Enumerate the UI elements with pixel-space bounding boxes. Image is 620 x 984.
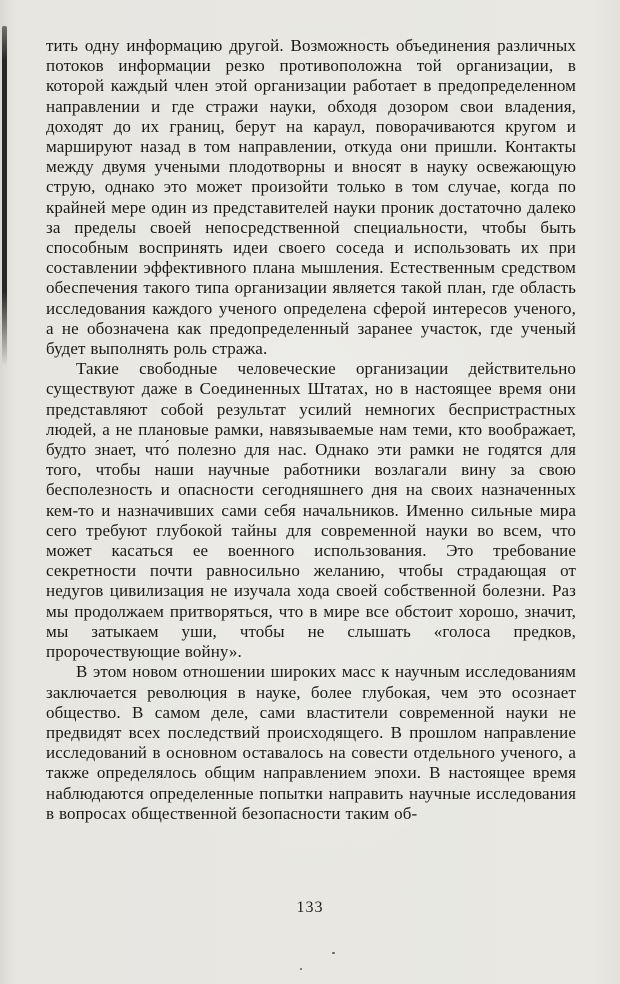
scan-noise-speck bbox=[300, 968, 302, 970]
page-text-block bbox=[46, 36, 576, 824]
scan-noise-speck bbox=[332, 952, 335, 954]
binding-shadow-artifact bbox=[2, 26, 7, 366]
paragraph-continuation: тить одну информацию другой. Возможность объединения различных потоков информации резко противоположна той организации, в которой каждый член этой организации работает в предопределенном направлении и где стражи науки, обходя дозором свои владения, доходят до их границ, берут на караул, поворачиваются кругом и маршируют назад в том направлении, откуда они пришли. Контакты между двумя учеными плодотворны и вносят в науку освежающую струю, однако это может произойти только в том случае, когда по крайней мере один из представителей науки проник достаточно далеко за пределы своей непосредственной специальности, чтобы быть способным воспринять идеи своего соседа и использовать их при составлении эффективного плана мышления. Естественным средством обеспечения такого типа организации является такой план, где область исследования каждого ученого определена сферой интересов ученого, а не обозначена как предопределенный заранее участок, где ученый будет выполнять роль стража. bbox=[46, 36, 576, 359]
paragraph: В этом новом отношении широких масс к научным исследованиям заключается революция в науке, более глубокая, чем это осознает общество. В самом деле, сами властители современной науки не предвидят всех последствий происходящего. В прошлом направление исследований в основном оставалось на совести отдельного ученого, а также определялось общим направлением эпохи. В настоящее время наблюдаются определенные попытки направить научные исследования в вопросах общественной безопасности таким об- bbox=[46, 662, 576, 823]
paragraph: Такие свободные человеческие организации действительно существуют даже в Соединенных Штатах, но в настоящее время они представляют собой результат усилий немногих беспристрастных людей, а не плановые рамки, навязываемые нам теми, кто воображает, будто знает, что́ полезно для нас. Однако эти рамки не годятся для того, чтобы наши научные работники возлагали вину за свою бесполезность и опасности сегодняшнего дня на своих назначенных кем-то и назначивших сами себя начальников. Именно сильные мира сего требуют глубокой тайны для современной науки во всем, что может касаться ее военного использования. Это требование секретности почти равносильно желанию, чтобы страдающая от недугов цивилизация не изучала хода своей собственной болезни. Раз мы продолжаем притворяться, что в мире все обстоит хорошо, значит, мы затыкаем уши, чтобы не слышать «голоса предков, пророчествующие войну». bbox=[46, 359, 576, 662]
page-number: 133 bbox=[296, 899, 324, 916]
